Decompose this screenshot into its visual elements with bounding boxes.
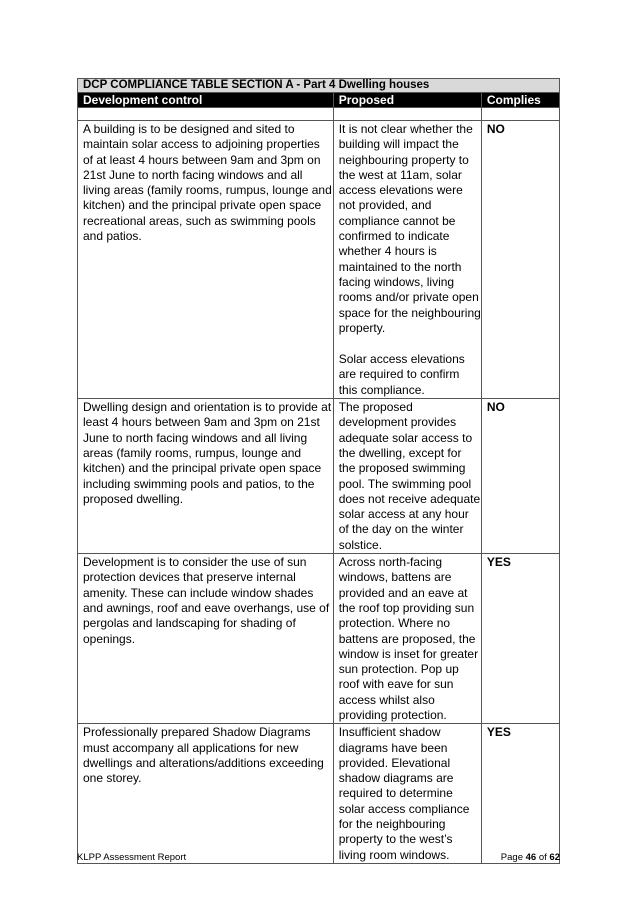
table-row (78, 724, 560, 864)
complies-value: NO (486, 122, 505, 136)
control-cell: Dwelling design and orientation is to provide at least 4 hours between 9am and 3pm on 21st June to north facing windows and all living areas (family rooms, rumpus, lounge and kitchen) and the principal private open space including swimming pools and patios, to the proposed dwelling. (78, 399, 334, 554)
proposed-cell: Insufficient shadow diagrams have been provided. Elevational shadow diagrams are required to determine solar access compliance for the neighbouring property to the west’s living room windows. (333, 724, 481, 864)
complies-cell (481, 554, 559, 724)
complies-value: YES (486, 725, 511, 740)
table-title: DCP COMPLIANCE TABLE SECTION A - Part 4 Dwelling houses (78, 79, 560, 93)
table-header-row (78, 93, 560, 108)
control-cell: Development is to consider the use of sun protection devices that preserve internal amenity. These can include window shades and awnings, roof and eave overhangs, use of pergolas and landscaping for shading of openings. (78, 554, 334, 724)
dcp-compliance-table (77, 78, 560, 864)
complies-cell (481, 724, 559, 864)
table-title-row (78, 79, 560, 93)
proposed-cell: It is not clear whether the building will impact the neighbouring property to the west at 11am, solar access elevations were not provided, and compliance cannot be confirmed to indicate whether 4 hours is maintained to the north facing windows, living rooms and/or private open space for the neighbouring property. Solar access elevations are required to confirm this compliance. (333, 121, 481, 399)
complies-cell (481, 399, 559, 554)
header-development-control: Development control (78, 93, 334, 108)
table-spacer-row (78, 108, 560, 121)
proposed-cell: Across north-facing windows, battens are provided and an eave at the roof top providing sun protection. Where no battens are proposed, the window is inset for greater sun protection. Pop up roof with eave for sun access whilst also providing protection. (333, 554, 481, 724)
header-complies: Complies (481, 93, 559, 108)
complies-value: YES (486, 555, 511, 570)
footer-report-name: KLPP Assessment Report (77, 852, 187, 863)
table-row (78, 121, 560, 399)
control-cell: A building is to be designed and sited to maintain solar access to adjoining properties of at least 4 hours between 9am and 3pm on 21st June to north facing windows and all living areas (family rooms, rumpus, lounge and kitchen) and the principal private open space recreational areas, such as swimming pools and patios. (78, 121, 334, 399)
complies-cell (481, 121, 559, 399)
table-row (78, 399, 560, 554)
complies-value: NO (486, 400, 505, 415)
footer-page-number: Page 46 of 62 (500, 852, 560, 863)
header-proposed: Proposed (333, 93, 481, 108)
control-cell: Professionally prepared Shadow Diagrams must accompany all applications for new dwellings and alterations/additions exceeding one storey. (78, 724, 334, 864)
table-row (78, 554, 560, 724)
proposed-cell: The proposed development provides adequate solar access to the dwelling, except for the proposed swimming pool. The swimming pool does not receive adequate solar access at any hour of the day on the winter solstice. (333, 399, 481, 554)
proposed-note: Solar access elevations are required to confirm this compliance. (338, 352, 465, 397)
